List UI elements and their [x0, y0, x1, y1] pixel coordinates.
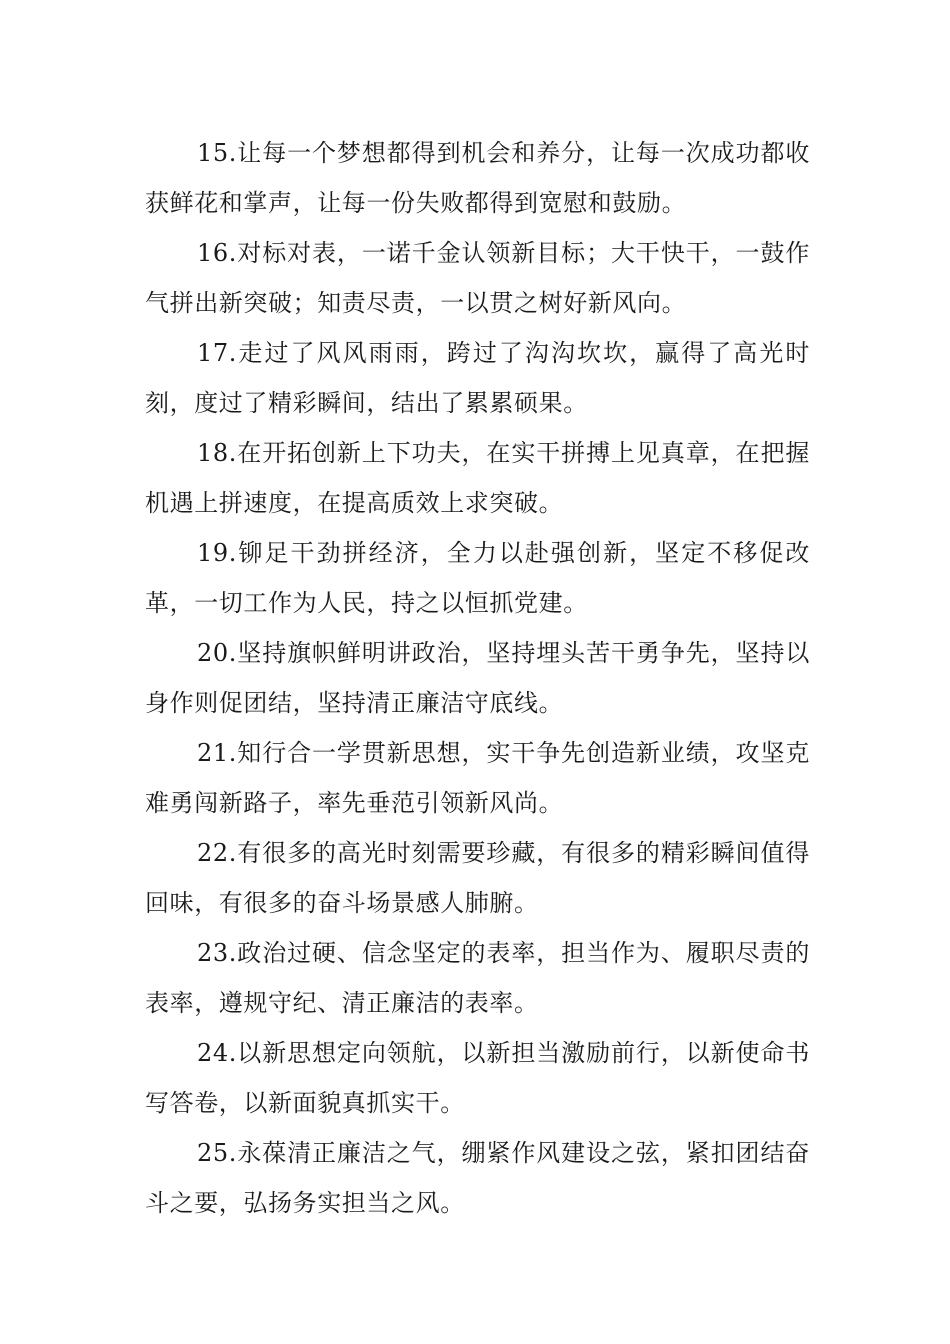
paragraph-21: 21.知行合一学贯新思想，实干争先创造新业绩，攻坚克难勇闯新路子，率先垂范引领新风尚。 — [145, 739, 810, 817]
paragraph-15: 15.让每一个梦想都得到机会和养分，让每一次成功都收获鲜花和掌声，让每一份失败都得到宽慰和鼓励。 — [145, 139, 810, 217]
paragraph-19: 19.铆足干劲拼经济，全力以赴强创新，坚定不移促改革，一切工作为人民，持之以恒抓党建。 — [145, 539, 810, 617]
paragraph-18: 18.在开拓创新上下功夫，在实干拼搏上见真章，在把握机遇上拼速度，在提高质效上求突破。 — [145, 439, 810, 517]
paragraph-23: 23.政治过硬、信念坚定的表率，担当作为、履职尽责的表率，遵规守纪、清正廉洁的表率。 — [145, 939, 810, 1017]
paragraph-17: 17.走过了风风雨雨，跨过了沟沟坎坎，赢得了高光时刻，度过了精彩瞬间，结出了累累硕果。 — [145, 339, 810, 417]
paragraph-16: 16.对标对表，一诺千金认领新目标；大干快干，一鼓作气拼出新突破；知责尽责，一以贯之树好新风向。 — [145, 239, 810, 317]
paragraph-24: 24.以新思想定向领航，以新担当激励前行，以新使命书写答卷，以新面貌真抓实干。 — [145, 1039, 810, 1117]
paragraph-25: 25.永葆清正廉洁之气，绷紧作风建设之弦，紧扣团结奋斗之要，弘扬务实担当之风。 — [145, 1139, 810, 1217]
document-body — [145, 128, 810, 1228]
paragraph-20: 20.坚持旗帜鲜明讲政治，坚持埋头苦干勇争先，坚持以身作则促团结，坚持清正廉洁守底线。 — [145, 639, 810, 717]
paragraph-22: 22.有很多的高光时刻需要珍藏，有很多的精彩瞬间值得回味，有很多的奋斗场景感人肺腑。 — [145, 839, 810, 917]
